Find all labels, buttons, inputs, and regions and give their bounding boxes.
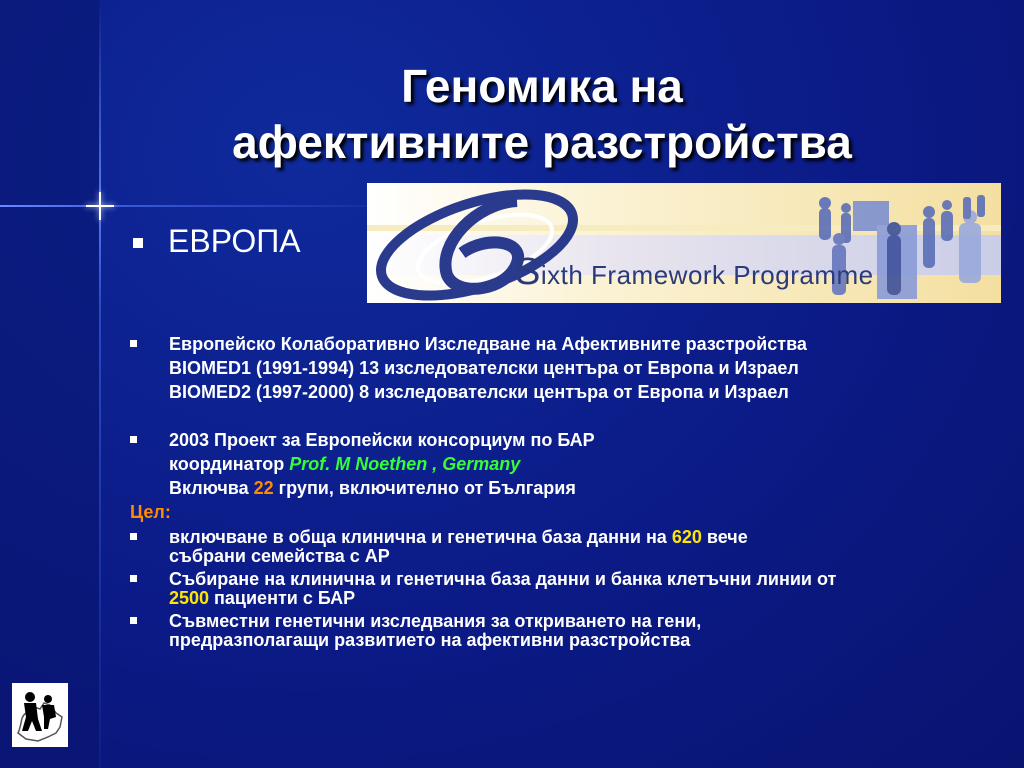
includes-prefix: Включва	[169, 478, 254, 498]
goal2-line1: Събиране на клинична и генетична база данни и банка клетъчни линии от	[169, 569, 837, 589]
banner-text	[515, 251, 874, 294]
side-stripe	[0, 0, 100, 768]
bullet-square-icon	[130, 340, 137, 347]
goal3-line1: Съвместни генетични изследвания за откриването на гени,	[169, 611, 702, 631]
goal2-line2	[169, 587, 355, 610]
sparkle-icon	[86, 192, 114, 220]
bullet-square-icon	[130, 436, 137, 443]
main-bullet-europa: ЕВРОПА	[168, 223, 301, 259]
goal2-number: 2500	[169, 588, 210, 608]
goal1-suffix: вече	[701, 527, 748, 547]
title-line-1: Геномика на	[401, 60, 683, 112]
fp6-banner-image	[367, 183, 1001, 303]
coordinator-label: координатор	[169, 454, 290, 474]
bullet-square-icon	[133, 238, 143, 248]
banner-text-initial: S	[515, 251, 541, 293]
block2-includes	[169, 477, 576, 500]
includes-suffix: групи, включително от България	[273, 478, 576, 498]
bullet-square-icon	[130, 617, 137, 624]
title-line-2: афективните разстройства	[232, 116, 852, 168]
coordinator-name: Prof. M Noethen , Germany	[289, 454, 521, 474]
banner-text-rest: ixth Framework Programme	[540, 260, 874, 290]
block2-coordinator	[169, 453, 520, 476]
block2-line1: 2003 Проект за Европейски консорциум по БАР	[169, 430, 595, 450]
goal3-line2: предразполагащи развитието на афективни разстройства	[169, 630, 691, 650]
goal1-number: 620	[671, 527, 702, 547]
includes-number: 22	[253, 478, 274, 498]
block1-line3: BIOMED2 (1997-2000) 8 изследователски центъра от Европа и Израел	[169, 382, 789, 402]
slide-title	[100, 58, 984, 170]
goal1-prefix: включване в обща клинична и генетична база данни на	[169, 527, 672, 547]
goal2-suffix: пациенти с БАР	[209, 588, 356, 608]
bullet-square-icon	[130, 533, 137, 540]
logo-silhouette-icon	[12, 683, 68, 747]
logo-graphic	[12, 683, 68, 747]
block1-line1: Европейско Колаборативно Изследване на Афективните разстройства	[169, 334, 807, 354]
bullet-square-icon	[130, 575, 137, 582]
goal-label: Цел:	[130, 502, 171, 522]
block1-line2: BIOMED1 (1991-1994) 13 изследователски центъра от Европа и Израел	[169, 358, 799, 378]
goal1-line2: събрани семейства с АР	[169, 546, 390, 566]
